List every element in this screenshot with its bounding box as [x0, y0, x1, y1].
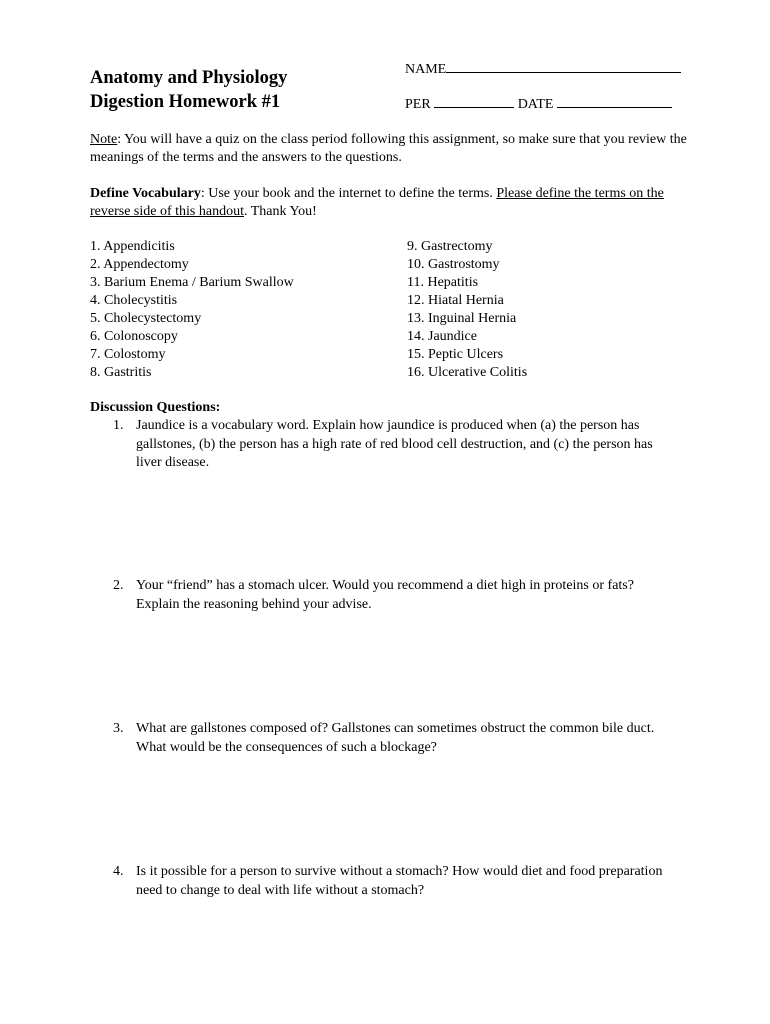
name-label: NAME: [405, 62, 447, 77]
list-item: 1. Appendicitis: [90, 239, 175, 254]
list-item: 8. Gastritis: [90, 365, 152, 380]
question-4: [113, 863, 673, 903]
list-item: 15. Peptic Ulcers: [407, 347, 504, 362]
question-text: Your “friend” has a stomach ulcer. Would you recommend a diet high in proteins or fats? Explain the reasoning behind your advise.: [136, 578, 634, 612]
page-title: [90, 66, 287, 114]
list-item: 7. Colostomy: [90, 347, 166, 362]
question-number: 4.: [113, 864, 124, 879]
define-thanks: . Thank You!: [243, 204, 317, 219]
list-item: 6. Colonoscopy: [90, 329, 178, 344]
date-label: DATE: [517, 97, 554, 112]
name-field[interactable]: [405, 60, 681, 78]
define-underlined: Please define the terms on the reverse side of this handout: [90, 186, 664, 219]
vocab-list-right: [407, 238, 527, 382]
question-2: [113, 577, 673, 617]
list-item: 10. Gastrostomy: [407, 257, 500, 272]
title-line-1: Anatomy and Physiology: [90, 68, 288, 88]
list-item: 12. Hiatal Hernia: [407, 293, 504, 308]
define-text: : Use your book and the internet to define the terms.: [200, 186, 497, 201]
list-item: 16. Ulcerative Colitis: [407, 365, 528, 380]
per-label: PER: [405, 97, 431, 112]
question-1: [113, 417, 673, 477]
list-item: 2. Appendectomy: [90, 257, 189, 272]
list-item: 3. Barium Enema / Barium Swallow: [90, 275, 294, 290]
list-item: 4. Cholecystitis: [90, 293, 178, 308]
name-line[interactable]: [446, 60, 681, 73]
list-item: 13. Inguinal Hernia: [407, 311, 517, 326]
note-text: : You will have a quiz on the class period following this assignment, so make sure that you review the meanings of the terms and the answers to the questions.: [90, 132, 687, 165]
question-text: What are gallstones composed of? Gallstones can sometimes obstruct the common bile duct. What would be the consequences of such a blockage?: [136, 721, 655, 755]
question-text: Is it possible for a person to survive without a stomach? How would diet and food preparation need to change to deal with life without a stomach?: [136, 864, 663, 898]
per-line[interactable]: [434, 95, 514, 108]
define-paragraph: [90, 185, 690, 221]
vocab-list-left: [90, 238, 294, 382]
list-item: 11. Hepatitis: [407, 275, 479, 290]
question-3: [113, 720, 673, 760]
question-number: 3.: [113, 721, 124, 736]
list-item: 9. Gastrectomy: [407, 239, 493, 254]
title-line-2: Digestion Homework #1: [90, 92, 281, 112]
discussion-heading: Discussion Questions:: [90, 400, 221, 415]
define-label: Define Vocabulary: [90, 186, 201, 201]
note-paragraph: [90, 131, 690, 167]
list-item: 14. Jaundice: [407, 329, 477, 344]
question-number: 1.: [113, 418, 124, 433]
question-number: 2.: [113, 578, 124, 593]
question-text: Jaundice is a vocabulary word. Explain how jaundice is produced when (a) the person has gallstones, (b) the person has a high rate of red blood cell destruction, and (c) the person has liver disease.: [136, 418, 653, 470]
note-label: Note: [90, 132, 118, 147]
per-date-fields: [405, 95, 672, 113]
list-item: 5. Cholecystectomy: [90, 311, 202, 326]
date-line[interactable]: [557, 95, 672, 108]
